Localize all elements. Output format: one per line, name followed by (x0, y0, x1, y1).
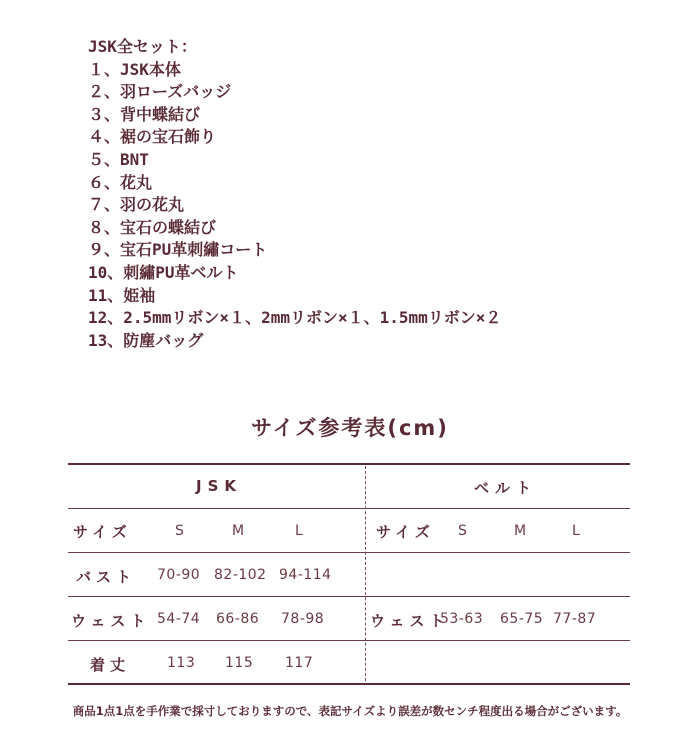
list-item: 13、防塵バッグ (88, 330, 204, 350)
list-item: １、JSK本体 (88, 59, 181, 79)
list-item: 12、2.5mmリボン×１、2mmリボン×１、1.5mmリボン×２ (88, 308, 502, 328)
jsk-size-m: M (232, 523, 245, 539)
bust-m: 82-102 (214, 567, 267, 583)
list-item: 10、刺繡PU革ベルト (88, 262, 239, 282)
jsk-waist-l: 78-98 (281, 611, 325, 627)
set-contents-list (88, 36, 501, 352)
belt-size-m: M (514, 523, 527, 539)
jsk-waist-m: 66-86 (216, 611, 260, 627)
list-item: ５、BNT (88, 149, 149, 169)
length-l: 117 (285, 655, 314, 671)
belt-waist-label: ウェスト (370, 612, 450, 630)
belt-waist-s: 53-63 (440, 611, 484, 627)
jsk-size-label: サイズ (73, 523, 132, 541)
length-label: 着丈 (90, 656, 131, 674)
measurement-note: 商品1点1点を手作業で採寸しておりますので、表記サイズより誤差が数センチ程度出る場合がございます。 (72, 704, 628, 718)
table-divider (68, 508, 630, 509)
table-divider (68, 640, 630, 641)
jsk-size-l: L (295, 523, 304, 539)
table-divider (68, 552, 630, 553)
list-item: 11、姫袖 (88, 285, 156, 305)
jsk-waist-label: ウェスト (71, 612, 151, 630)
belt-size-label: サイズ (376, 523, 435, 541)
list-item: ３、背中蝶結び (88, 104, 201, 124)
jsk-waist-s: 54-74 (157, 611, 201, 627)
list-item: ２、羽ローズバッジ (88, 82, 232, 102)
belt-section-header: ベルト (474, 479, 538, 497)
bust-l: 94-114 (279, 567, 332, 583)
jsk-section-header: JSK (196, 477, 243, 495)
belt-waist-l: 77-87 (553, 611, 597, 627)
table-bottom-border (68, 683, 630, 685)
list-item: ４、裾の宝石飾り (88, 127, 217, 147)
table-column-separator (365, 466, 366, 681)
list-item: ７、羽の花丸 (88, 195, 185, 215)
list-item: ６、花丸 (88, 172, 153, 192)
belt-size-l: L (572, 523, 581, 539)
jsk-size-s: S (175, 523, 185, 539)
list-item: ９、宝石PU革刺繡コート (88, 240, 268, 260)
list-item: ８、宝石の蝶結び (88, 217, 217, 237)
bust-label: バスト (76, 568, 137, 586)
length-s: 113 (167, 655, 196, 671)
table-divider (68, 596, 630, 597)
belt-size-s: S (458, 523, 468, 539)
belt-waist-m: 65-75 (500, 611, 544, 627)
size-chart-title: サイズ参考表(cm) (251, 416, 449, 440)
table-top-border (68, 463, 630, 465)
bust-s: 70-90 (157, 567, 201, 583)
set-title: JSK全セット： (88, 37, 197, 56)
length-m: 115 (225, 655, 254, 671)
